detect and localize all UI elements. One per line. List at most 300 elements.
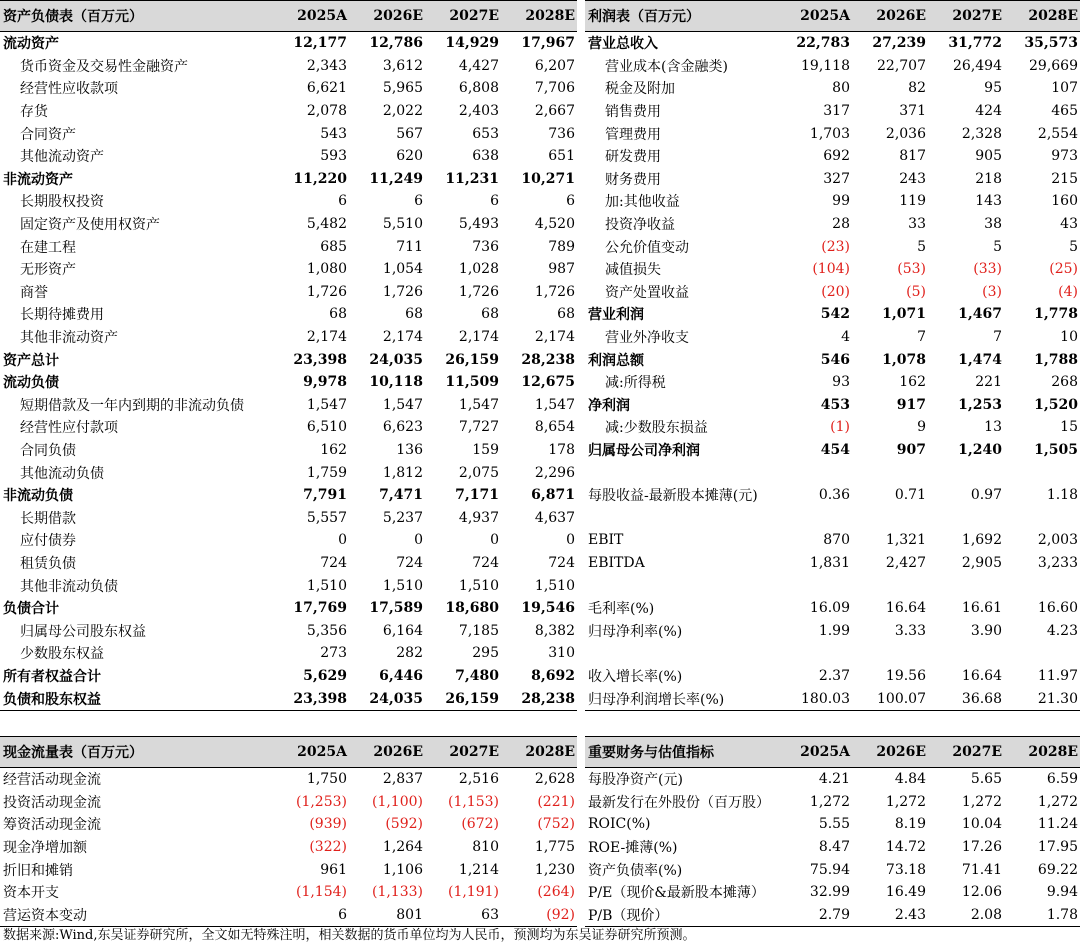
value-cell: 1,726	[458, 283, 499, 300]
table-row	[0, 326, 577, 349]
table-row	[0, 836, 577, 859]
value-cell: 16.09	[809, 600, 850, 617]
value-cell: 1.99	[818, 622, 850, 639]
value-cell: 119	[899, 193, 926, 210]
table-row	[585, 529, 1080, 552]
value-cell: (4)	[1058, 283, 1078, 300]
value-cell: 5	[1069, 238, 1078, 255]
table-row	[0, 122, 577, 145]
value-cell: 2,174	[534, 329, 575, 346]
value-cell: 593	[320, 148, 347, 165]
row-label: 其他非流动资产	[20, 330, 118, 347]
table-row	[0, 303, 577, 326]
header-row	[0, 1, 577, 32]
value-cell: 724	[548, 554, 575, 571]
value-cell: 14,929	[445, 35, 499, 52]
row-label: 合同负债	[20, 442, 76, 459]
value-cell: 10,118	[369, 374, 423, 391]
value-cell: 282	[396, 645, 423, 662]
row-label: 减:少数股东损益	[605, 420, 708, 437]
table-row	[585, 439, 1080, 462]
value-cell: 6,164	[382, 622, 423, 639]
value-cell	[1004, 642, 1080, 665]
value-cell: 692	[823, 148, 850, 165]
value-cell: 2.08	[928, 904, 1004, 927]
row-label: 减:所得税	[605, 375, 666, 392]
table-row	[585, 371, 1080, 394]
row-label: 短期借款及一年内到期的非流动负债	[20, 397, 244, 414]
row-label: 资产总计	[3, 352, 59, 369]
year-header: 2028E	[1004, 737, 1080, 768]
value-cell: 1,272	[961, 793, 1002, 810]
value-cell: 973	[1051, 148, 1078, 165]
value-cell: 27,239	[872, 35, 926, 52]
value-cell: 987	[548, 261, 575, 278]
value-cell: 371	[899, 103, 926, 120]
row-label: 其他流动资产	[20, 149, 104, 166]
value-cell: 26,494	[953, 57, 1002, 74]
value-cell: 178	[548, 441, 575, 458]
row-label: 货币资金及交易性金融资产	[20, 58, 188, 75]
table-row	[0, 791, 577, 814]
row-label: 长期股权投资	[20, 194, 104, 211]
value-cell: 8.47	[818, 839, 850, 856]
year-header: 2028E	[501, 737, 577, 768]
value-cell: 68	[481, 306, 499, 323]
value-cell: 9,978	[303, 374, 347, 391]
value-cell: 2,036	[885, 125, 926, 142]
value-cell: 2.37	[818, 667, 850, 684]
value-cell: (104)	[812, 261, 850, 278]
value-cell: 1,547	[382, 396, 423, 413]
value-cell: 567	[396, 125, 423, 142]
row-label: 归属母公司净利润	[588, 442, 700, 459]
balance-sheet-table	[0, 0, 577, 711]
value-cell	[776, 574, 852, 597]
row-label: 利润总额	[588, 352, 644, 369]
value-cell: 917	[896, 396, 926, 413]
table-row	[0, 77, 577, 100]
row-label: 存货	[20, 104, 48, 121]
value-cell: 73.18	[885, 861, 926, 878]
value-cell: 905	[975, 148, 1002, 165]
value-cell: (25)	[1049, 261, 1078, 278]
value-cell: 17.26	[961, 839, 1002, 856]
value-cell: 7,480	[455, 667, 499, 684]
value-cell: (1,100)	[371, 793, 423, 810]
value-cell: 1,474	[958, 351, 1002, 368]
value-cell: 546	[820, 351, 850, 368]
value-cell: 653	[472, 125, 499, 142]
year-header: 2025A	[273, 737, 349, 768]
value-cell: (672)	[461, 816, 499, 833]
value-cell: 28,238	[501, 687, 577, 710]
row-label: P/E（现价&最新股本摊薄）	[588, 885, 765, 902]
value-cell: 26,159	[425, 687, 501, 710]
row-label: 筹资活动现金流	[3, 817, 101, 834]
table-row	[0, 597, 577, 620]
row-label: 负债和股东权益	[0, 687, 273, 710]
value-cell: 1,775	[534, 839, 575, 856]
table-row	[0, 439, 577, 462]
value-cell: 11,220	[293, 170, 347, 187]
value-cell: 2,343	[306, 57, 347, 74]
value-cell: 1,692	[961, 532, 1002, 549]
value-cell: 2,516	[458, 771, 499, 788]
year-header: 2025A	[776, 1, 852, 32]
table-row	[0, 190, 577, 213]
row-label: 租赁负债	[20, 555, 76, 572]
value-cell: 1,505	[1034, 441, 1078, 458]
value-cell: 16.61	[961, 600, 1002, 617]
table-row	[585, 281, 1080, 304]
value-cell: 5,510	[382, 216, 423, 233]
value-cell: 7	[993, 329, 1002, 346]
year-header: 2027E	[425, 1, 501, 32]
value-cell: 2,667	[534, 103, 575, 120]
value-cell: 2,174	[306, 329, 347, 346]
value-cell: 69.22	[1037, 861, 1078, 878]
value-cell: 10.04	[961, 816, 1002, 833]
key-indicators-grid	[585, 736, 1080, 927]
value-cell: 107	[1051, 80, 1078, 97]
table-row	[585, 100, 1080, 123]
row-label: 现金净增加额	[3, 840, 87, 857]
value-cell: 1,812	[382, 464, 423, 481]
value-cell: (1)	[830, 419, 850, 436]
value-cell: 724	[396, 554, 423, 571]
header-row	[585, 1, 1080, 32]
row-label: 每股收益-最新股本摊薄(元)	[588, 488, 758, 505]
value-cell: 1,510	[382, 577, 423, 594]
value-cell: 6,207	[534, 57, 575, 74]
value-cell: 1,703	[809, 125, 850, 142]
value-cell: 5.55	[818, 816, 850, 833]
value-cell: 6	[338, 193, 347, 210]
table-row	[585, 122, 1080, 145]
value-cell: 6,621	[306, 80, 347, 97]
table-row	[585, 326, 1080, 349]
row-label: 营业总收入	[588, 36, 658, 53]
value-cell: 651	[548, 148, 575, 165]
balance-sheet-grid	[0, 0, 577, 711]
value-cell: 0.97	[970, 487, 1002, 504]
row-label: 固定资产及使用权资产	[20, 217, 160, 234]
value-cell: 6	[273, 904, 349, 927]
value-cell: 1,272	[809, 793, 850, 810]
table-row	[0, 32, 577, 55]
table-row	[585, 348, 1080, 371]
value-cell: 870	[823, 532, 850, 549]
value-cell: 17,967	[521, 35, 575, 52]
value-cell: 1,054	[382, 261, 423, 278]
value-cell: 38	[984, 216, 1002, 233]
row-label: 投资活动现金流	[3, 794, 101, 811]
value-cell	[928, 642, 1004, 665]
value-cell: 1,520	[1034, 396, 1078, 413]
year-header: 2028E	[501, 1, 577, 32]
value-cell	[776, 642, 852, 665]
value-cell: 6.59	[1046, 771, 1078, 788]
value-cell: 7,791	[303, 487, 347, 504]
value-cell: 1.18	[1046, 487, 1078, 504]
value-cell: 453	[820, 396, 850, 413]
value-cell: 19,118	[801, 57, 850, 74]
table-row	[585, 213, 1080, 236]
value-cell: 11.97	[1037, 667, 1078, 684]
value-cell: 68	[329, 306, 347, 323]
value-cell	[928, 506, 1004, 529]
value-cell: 1,726	[306, 283, 347, 300]
value-cell: 1,510	[534, 577, 575, 594]
table-row	[585, 484, 1080, 507]
value-cell: 0	[566, 532, 575, 549]
value-cell: 2,174	[458, 329, 499, 346]
value-cell: 100.07	[852, 687, 928, 710]
value-cell: (92)	[501, 904, 577, 927]
value-cell: 1,230	[534, 861, 575, 878]
value-cell: 1,778	[1034, 306, 1078, 323]
value-cell: 24,035	[369, 351, 423, 368]
value-cell: 310	[548, 645, 575, 662]
value-cell: 159	[472, 441, 499, 458]
income-statement-table	[585, 0, 1080, 711]
value-cell: 2,905	[961, 554, 1002, 571]
value-cell: 93	[832, 374, 850, 391]
value-cell: 19,546	[521, 600, 575, 617]
value-cell	[1004, 461, 1080, 484]
value-cell: 1,831	[809, 554, 850, 571]
value-cell: 0	[414, 532, 423, 549]
row-label: 税金及附加	[605, 81, 675, 98]
value-cell: 6,808	[458, 80, 499, 97]
table-row	[585, 77, 1080, 100]
row-label: 归属母公司股东权益	[20, 623, 146, 640]
value-cell: 317	[823, 103, 850, 120]
row-label: 归母净利率(%)	[588, 623, 683, 640]
value-cell: 24,035	[349, 687, 425, 710]
value-cell: 1,078	[882, 351, 926, 368]
table-row	[585, 145, 1080, 168]
table-row	[585, 813, 1080, 836]
value-cell: 17,769	[293, 600, 347, 617]
row-label: 净利润	[588, 397, 630, 414]
table-row	[585, 55, 1080, 78]
year-header: 2026E	[349, 737, 425, 768]
value-cell: 18,680	[445, 600, 499, 617]
year-header: 2025A	[776, 737, 852, 768]
row-label	[585, 461, 776, 484]
table-row	[585, 858, 1080, 881]
value-cell: 5,493	[458, 216, 499, 233]
value-cell: 2,554	[1037, 125, 1078, 142]
value-cell: 5,356	[306, 622, 347, 639]
value-cell: 7,727	[458, 419, 499, 436]
income-statement-grid	[585, 0, 1080, 711]
row-label: 长期借款	[20, 510, 76, 527]
table-row	[0, 258, 577, 281]
value-cell: 22,783	[796, 35, 850, 52]
value-cell: 6	[490, 193, 499, 210]
header-row	[585, 737, 1080, 768]
value-cell: 1,750	[306, 771, 347, 788]
value-cell: 82	[908, 80, 926, 97]
row-label: 每股净资产(元)	[588, 772, 683, 789]
row-label: 资产处置收益	[605, 284, 689, 301]
row-label: 减值损失	[605, 262, 661, 279]
value-cell: 7	[917, 329, 926, 346]
row-label	[585, 506, 776, 529]
value-cell: 6	[566, 193, 575, 210]
value-cell: 9.94	[1046, 884, 1078, 901]
value-cell: 63	[425, 904, 501, 927]
value-cell: (33)	[973, 261, 1002, 278]
value-cell: (5)	[906, 283, 926, 300]
table-row	[585, 235, 1080, 258]
value-cell: 4.21	[818, 771, 850, 788]
table-row	[0, 281, 577, 304]
value-cell: (1,191)	[447, 884, 499, 901]
value-cell: 6,871	[531, 487, 575, 504]
table-row	[585, 506, 1080, 529]
value-cell: 2,078	[306, 103, 347, 120]
table-row	[0, 881, 577, 904]
value-cell: 2,427	[885, 554, 926, 571]
value-cell: (3)	[982, 283, 1002, 300]
value-cell: 685	[320, 238, 347, 255]
table-row	[585, 687, 1080, 710]
value-cell: 3,233	[1037, 554, 1078, 571]
value-cell	[928, 461, 1004, 484]
row-label: 毛利率(%)	[588, 601, 655, 618]
table-row	[585, 768, 1080, 791]
value-cell: 11,231	[445, 170, 499, 187]
value-cell: 12,675	[521, 374, 575, 391]
value-cell: (264)	[537, 884, 575, 901]
table-row	[0, 394, 577, 417]
year-header: 2027E	[928, 737, 1004, 768]
value-cell: 2,174	[382, 329, 423, 346]
value-cell: 99	[832, 193, 850, 210]
row-label: 长期待摊费用	[20, 307, 104, 324]
row-label: 营业外净收支	[605, 330, 689, 347]
value-cell: (1,153)	[447, 793, 499, 810]
value-cell: 724	[320, 554, 347, 571]
value-cell: 17.95	[1037, 839, 1078, 856]
value-cell: 736	[548, 125, 575, 142]
value-cell: 1,106	[382, 861, 423, 878]
value-cell: 724	[472, 554, 499, 571]
value-cell: 36.68	[928, 687, 1004, 710]
value-cell: 0	[490, 532, 499, 549]
value-cell: 961	[320, 861, 347, 878]
value-cell: 268	[1051, 374, 1078, 391]
value-cell: 4,520	[534, 216, 575, 233]
value-cell: 2,837	[382, 771, 423, 788]
value-cell: 4,427	[458, 57, 499, 74]
value-cell: 1,467	[958, 306, 1002, 323]
value-cell: 160	[1051, 193, 1078, 210]
value-cell: (53)	[897, 261, 926, 278]
value-cell: 465	[1051, 103, 1078, 120]
value-cell: 424	[975, 103, 1002, 120]
value-cell: 21.30	[1004, 687, 1080, 710]
header-row	[0, 737, 577, 768]
row-label: P/B（现价）	[585, 904, 776, 927]
value-cell: 28	[832, 216, 850, 233]
value-cell: 7,171	[455, 487, 499, 504]
value-cell: 143	[975, 193, 1002, 210]
value-cell	[852, 506, 928, 529]
value-cell: 2,296	[534, 464, 575, 481]
value-cell	[852, 574, 928, 597]
value-cell: 1,080	[306, 261, 347, 278]
value-cell: 5,557	[306, 509, 347, 526]
table-row	[585, 32, 1080, 55]
value-cell: (939)	[309, 816, 347, 833]
table-row	[0, 213, 577, 236]
row-label: 资产负债率(%)	[588, 862, 683, 879]
table-row	[585, 168, 1080, 191]
value-cell: 1,510	[306, 577, 347, 594]
value-cell: 7,706	[534, 80, 575, 97]
table-row	[0, 665, 577, 688]
value-cell: 2,003	[1037, 532, 1078, 549]
value-cell: 1,759	[306, 464, 347, 481]
value-cell: 0.71	[894, 487, 926, 504]
value-cell: 162	[320, 441, 347, 458]
table-row	[585, 190, 1080, 213]
table-title: 资产负债表（百万元）	[0, 1, 273, 32]
value-cell: 1,253	[958, 396, 1002, 413]
value-cell: 620	[396, 148, 423, 165]
row-label: EBIT	[588, 532, 624, 549]
value-cell	[1004, 574, 1080, 597]
value-cell: (20)	[821, 283, 850, 300]
value-cell: 711	[396, 238, 423, 255]
table-row	[0, 55, 577, 78]
value-cell: (221)	[537, 793, 575, 810]
value-cell: 218	[975, 170, 1002, 187]
value-cell: 1,272	[1037, 793, 1078, 810]
value-cell: 68	[557, 306, 575, 323]
value-cell: 1,547	[306, 396, 347, 413]
value-cell: 215	[1051, 170, 1078, 187]
table-title: 现金流量表（百万元）	[0, 737, 273, 768]
value-cell: 71.41	[961, 861, 1002, 878]
table-row	[585, 619, 1080, 642]
value-cell: 8,692	[531, 667, 575, 684]
value-cell: 17,589	[369, 600, 423, 617]
value-cell: 1,547	[458, 396, 499, 413]
year-header: 2026E	[852, 1, 928, 32]
value-cell: 2,022	[382, 103, 423, 120]
value-cell: 12,177	[293, 35, 347, 52]
value-cell: 6,510	[306, 419, 347, 436]
value-cell: 80	[832, 80, 850, 97]
value-cell: 3,612	[382, 57, 423, 74]
value-cell: 16.64	[885, 600, 926, 617]
value-cell: 736	[472, 238, 499, 255]
row-label: 非流动负债	[3, 488, 73, 505]
table-row	[585, 597, 1080, 620]
value-cell: 7,471	[379, 487, 423, 504]
year-header: 2026E	[349, 1, 425, 32]
value-cell: 14.72	[885, 839, 926, 856]
value-cell: 243	[899, 170, 926, 187]
value-cell: 810	[472, 839, 499, 856]
row-label: 营运资本变动	[0, 904, 273, 927]
